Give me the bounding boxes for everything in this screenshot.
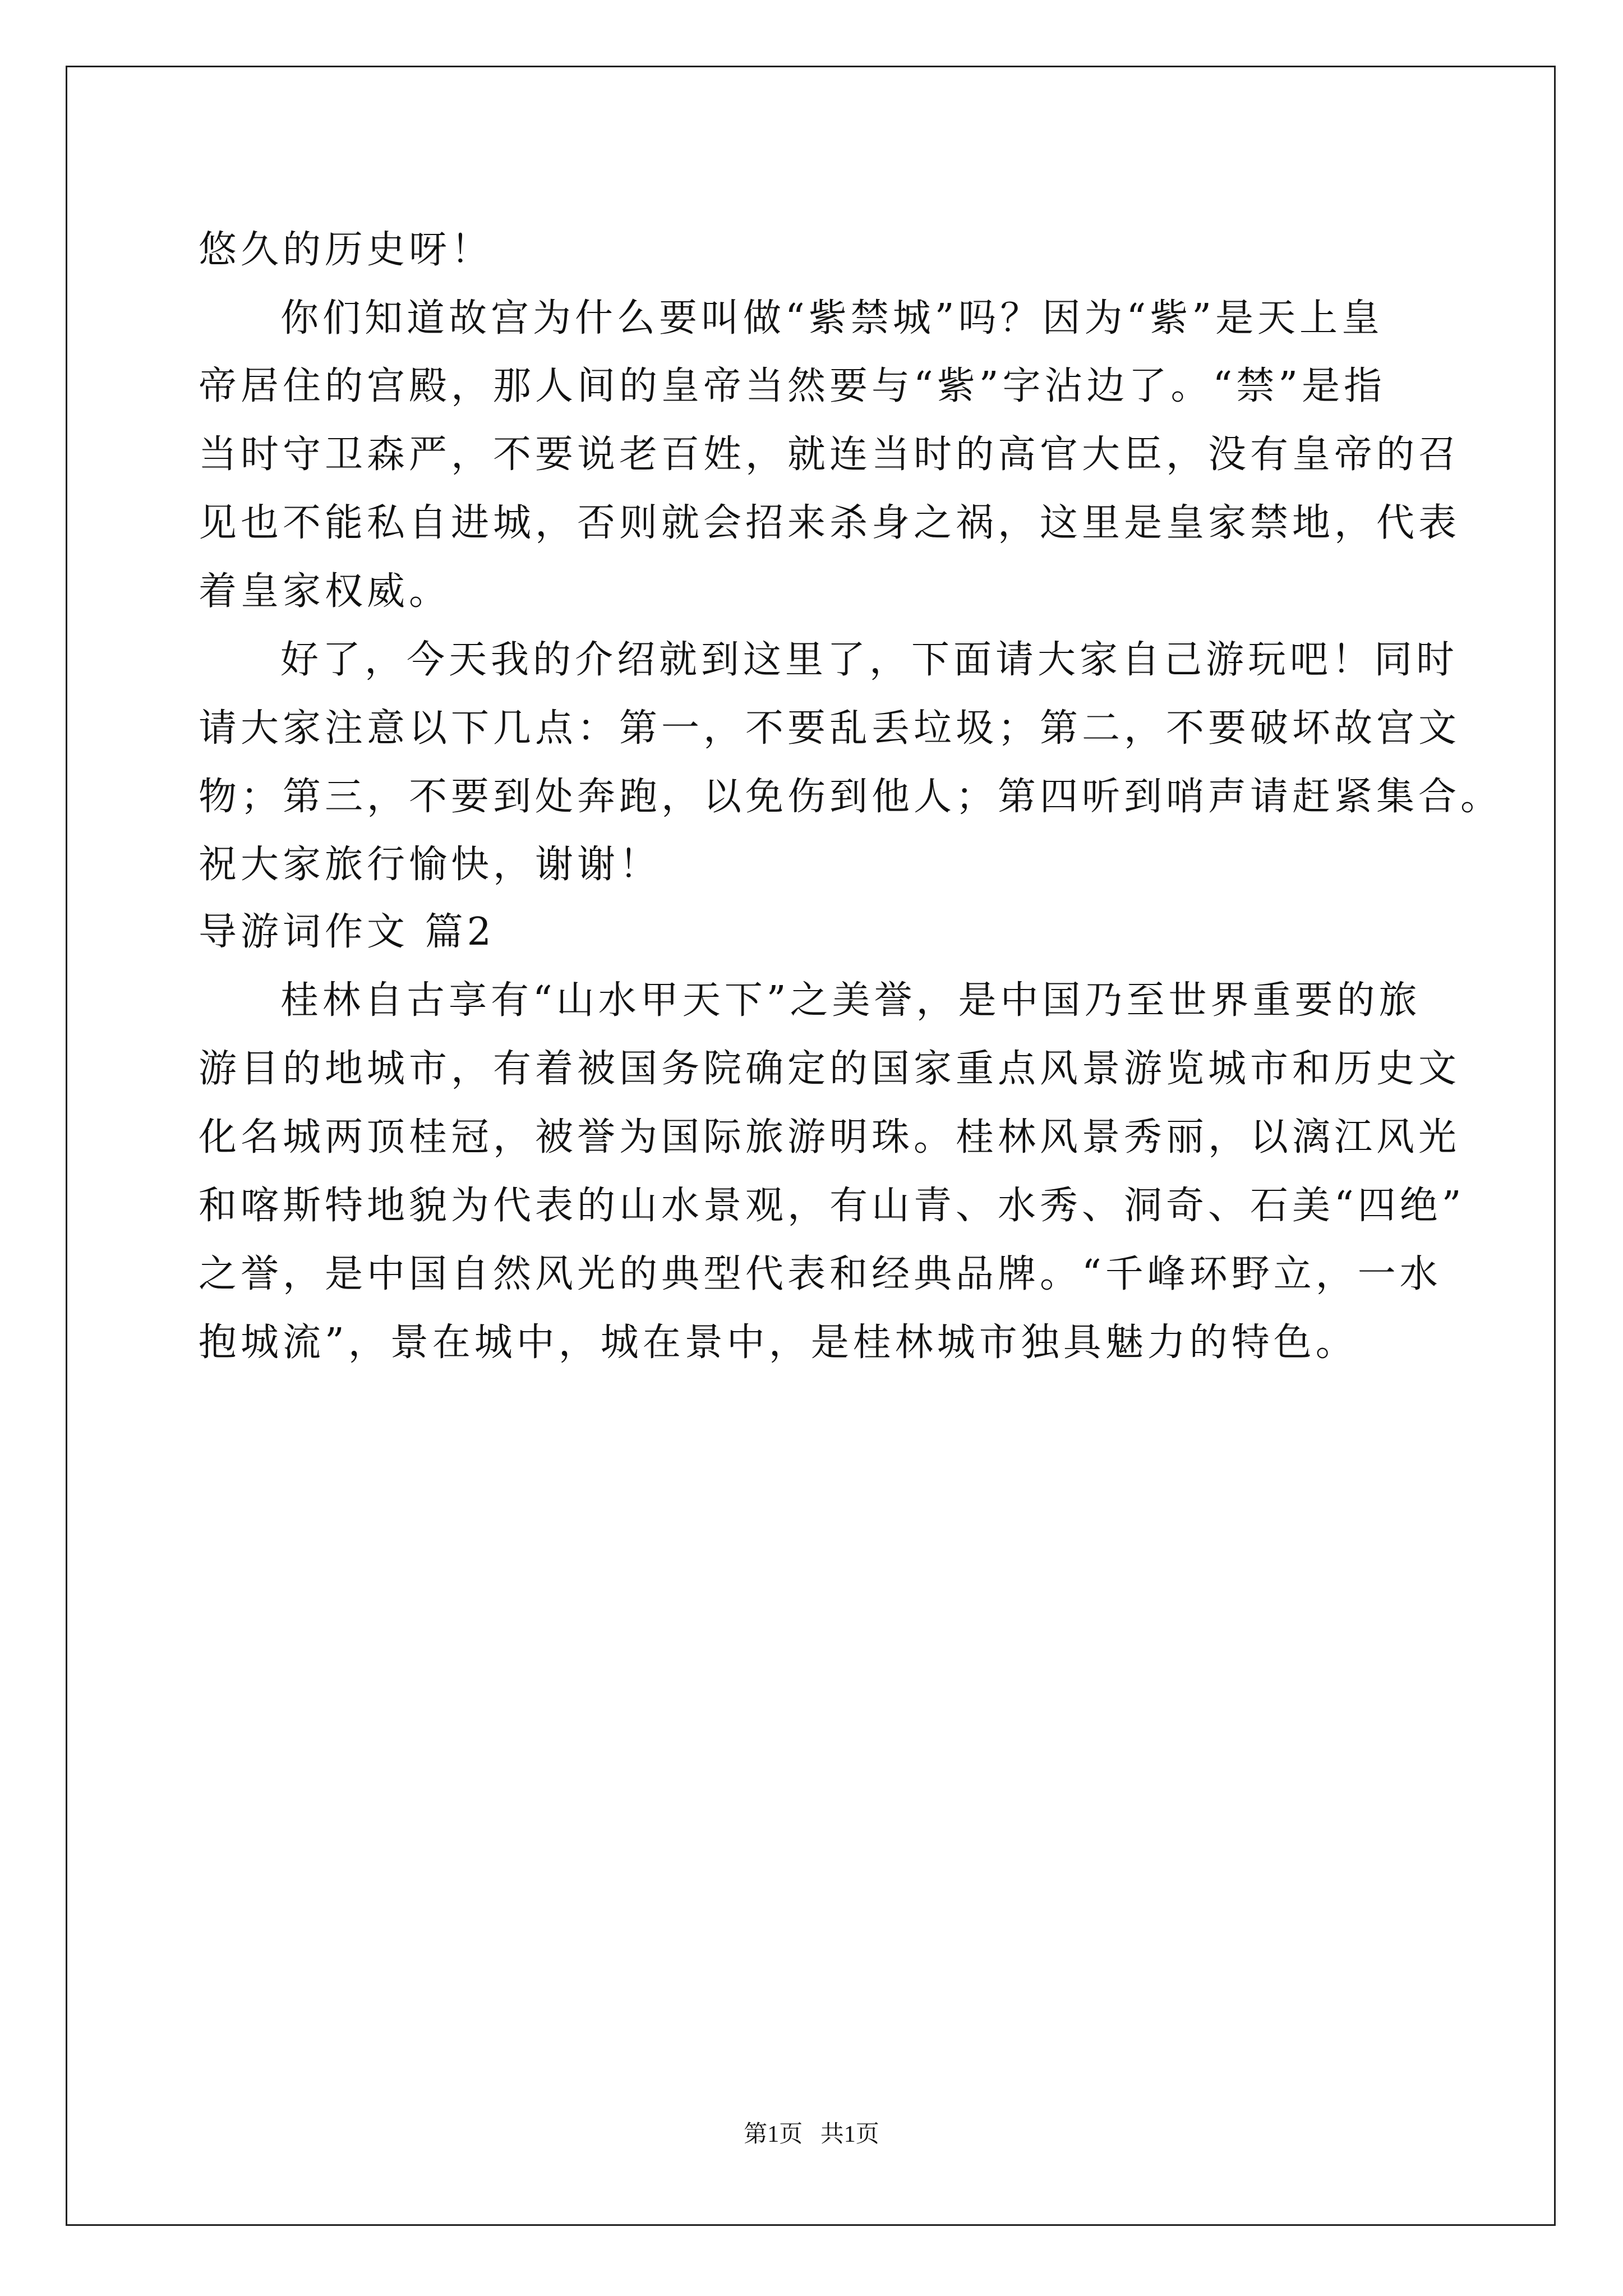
text-line: 见也不能私自进城，否则就会招来杀身之祸，这里是皇家禁地，代表 — [199, 501, 1461, 545]
text-line: 悠久的历史呀！ — [199, 228, 494, 272]
text-line: 抱城流”，景在城中，城在景中，是桂林城市独具魅力的特色。 — [199, 1320, 1358, 1365]
text-line: 之誉，是中国自然风光的典型代表和经典品牌。“千峰环野立，一水 — [199, 1252, 1442, 1296]
paragraph-first-line: 你们知道故宫为什么要叫做“紫禁城”吗？因为“紫”是天上皇 — [280, 296, 1384, 341]
text-line: 和喀斯特地貌为代表的山水景观，有山青、水秀、洞奇、石美“四绝” — [199, 1184, 1465, 1228]
text-line: 物；第三，不要到处奔跑，以免伤到他人；第四听到哨声请赶紧集合。 — [199, 775, 1503, 819]
text-line: 帝居住的宫殿，那人间的皇帝当然要与“紫”字沾边了。“禁”是指 — [199, 364, 1386, 408]
paragraph-first-line: 好了，今天我的介绍就到这里了，下面请大家自己游玩吧！同时 — [280, 638, 1459, 682]
page-footer: 第1页 共1页 — [744, 2122, 879, 2147]
text-line: 游目的地城市，有着被国务院确定的国家重点风景游览城市和历史文 — [199, 1047, 1461, 1091]
text-line: 化名城两顶桂冠，被誉为国际旅游明珠。桂林风景秀丽，以漓江风光 — [199, 1115, 1461, 1159]
text-line: 祝大家旅行愉快，谢谢！ — [199, 843, 662, 887]
section-heading: 导游词作文 篇2 — [199, 910, 495, 954]
text-line: 着皇家权威。 — [199, 569, 451, 614]
text-line: 请大家注意以下几点：第一，不要乱丢垃圾；第二，不要破坏故宫文 — [199, 706, 1461, 751]
paragraph-first-line: 桂林自古享有“山水甲天下”之美誉，是中国乃至世界重要的旅 — [280, 978, 1421, 1023]
text-line: 当时守卫森严，不要说老百姓，就连当时的高官大臣，没有皇帝的召 — [199, 432, 1461, 477]
